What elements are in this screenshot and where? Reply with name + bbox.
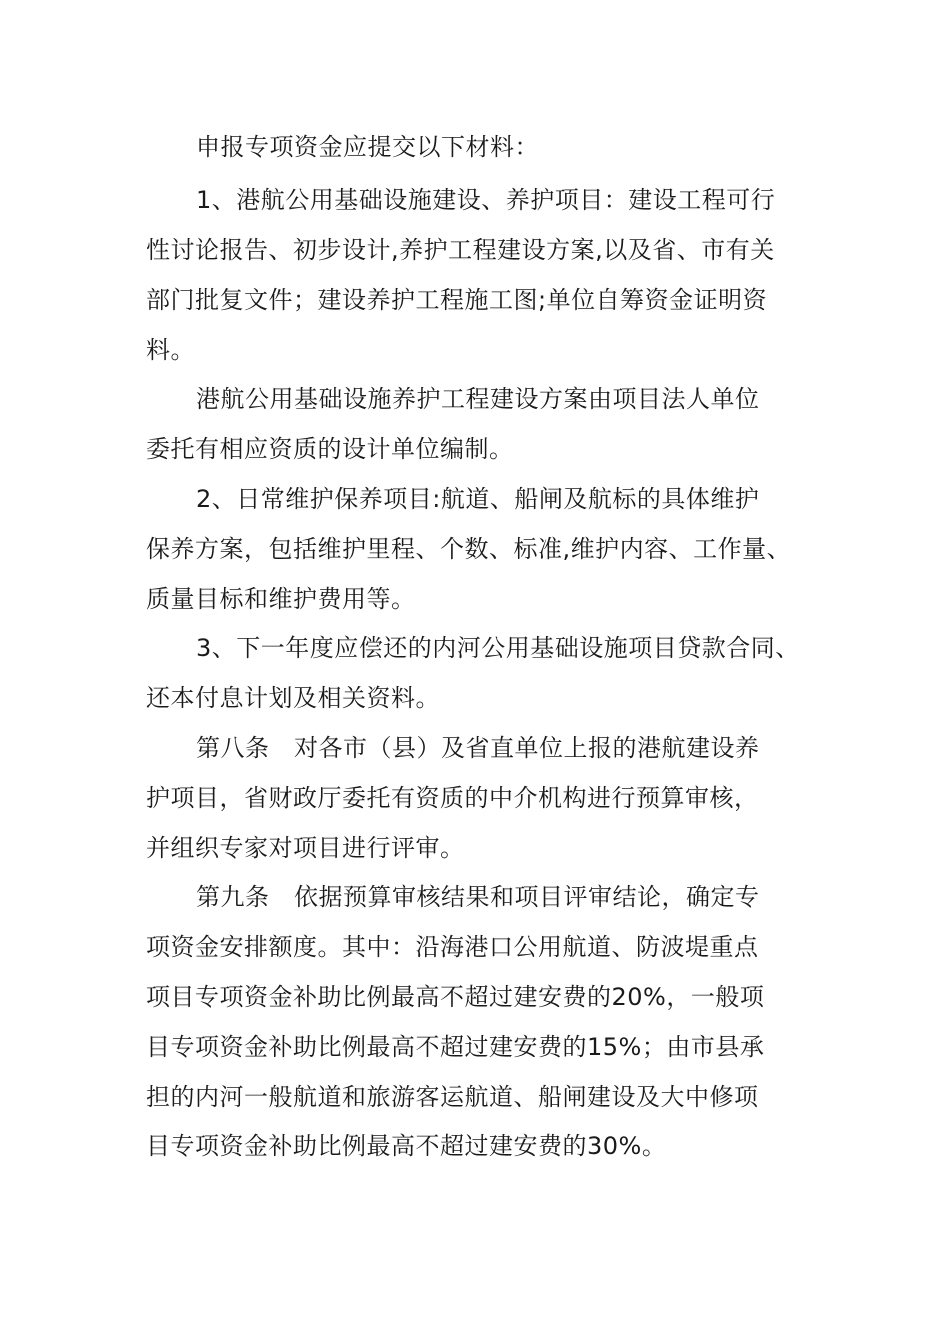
paragraph-line: 项目专项资金补助比例最高不超过建安费的20%，一般项 xyxy=(146,983,765,1011)
paragraph-line: 3、下一年度应偿还的内河公用基础设施项目贷款合同、 xyxy=(196,634,800,662)
paragraph-line: 申报专项资金应提交以下材料： xyxy=(196,133,539,161)
paragraph-line: 1、港航公用基础设施建设、养护项目：建设工程可行 xyxy=(196,186,776,214)
paragraph-line: 部门批复文件；建设养护工程施工图;单位自筹资金证明资 xyxy=(146,286,768,314)
paragraph-line: 性讨论报告、初步设计,养护工程建设方案,以及省、市有关 xyxy=(146,236,775,264)
paragraph-line: 质量目标和维护费用等。 xyxy=(146,585,416,613)
paragraph-line: 还本付息计划及相关资料。 xyxy=(146,684,440,712)
paragraph-line: 护项目，省财政厅委托有资质的中介机构进行预算审核， xyxy=(146,784,759,812)
paragraph-line: 第九条 依据预算审核结果和项目评审结论，确定专 xyxy=(196,883,760,911)
paragraph-line: 担的内河一般航道和旅游客运航道、船闸建设及大中修项 xyxy=(146,1083,759,1111)
paragraph-line: 料。 xyxy=(146,336,195,364)
paragraph-line: 2、日常维护保养项目:航道、船闸及航标的具体维护 xyxy=(196,485,760,513)
paragraph-line: 第八条 对各市（县）及省直单位上报的港航建设养 xyxy=(196,734,760,762)
paragraph-line: 目专项资金补助比例最高不超过建安费的15%；由市县承 xyxy=(146,1033,765,1061)
paragraph-line: 目专项资金补助比例最高不超过建安费的30%。 xyxy=(146,1132,667,1160)
paragraph-line: 项资金安排额度。其中：沿海港口公用航道、防波堤重点 xyxy=(146,933,759,961)
paragraph-line: 保养方案，包括维护里程、个数、标准,维护内容、工作量、 xyxy=(146,535,792,563)
paragraph-line: 委托有相应资质的设计单位编制。 xyxy=(146,435,514,463)
paragraph-line: 港航公用基础设施养护工程建设方案由项目法人单位 xyxy=(196,385,760,413)
paragraph-line: 并组织专家对项目进行评审。 xyxy=(146,834,465,862)
